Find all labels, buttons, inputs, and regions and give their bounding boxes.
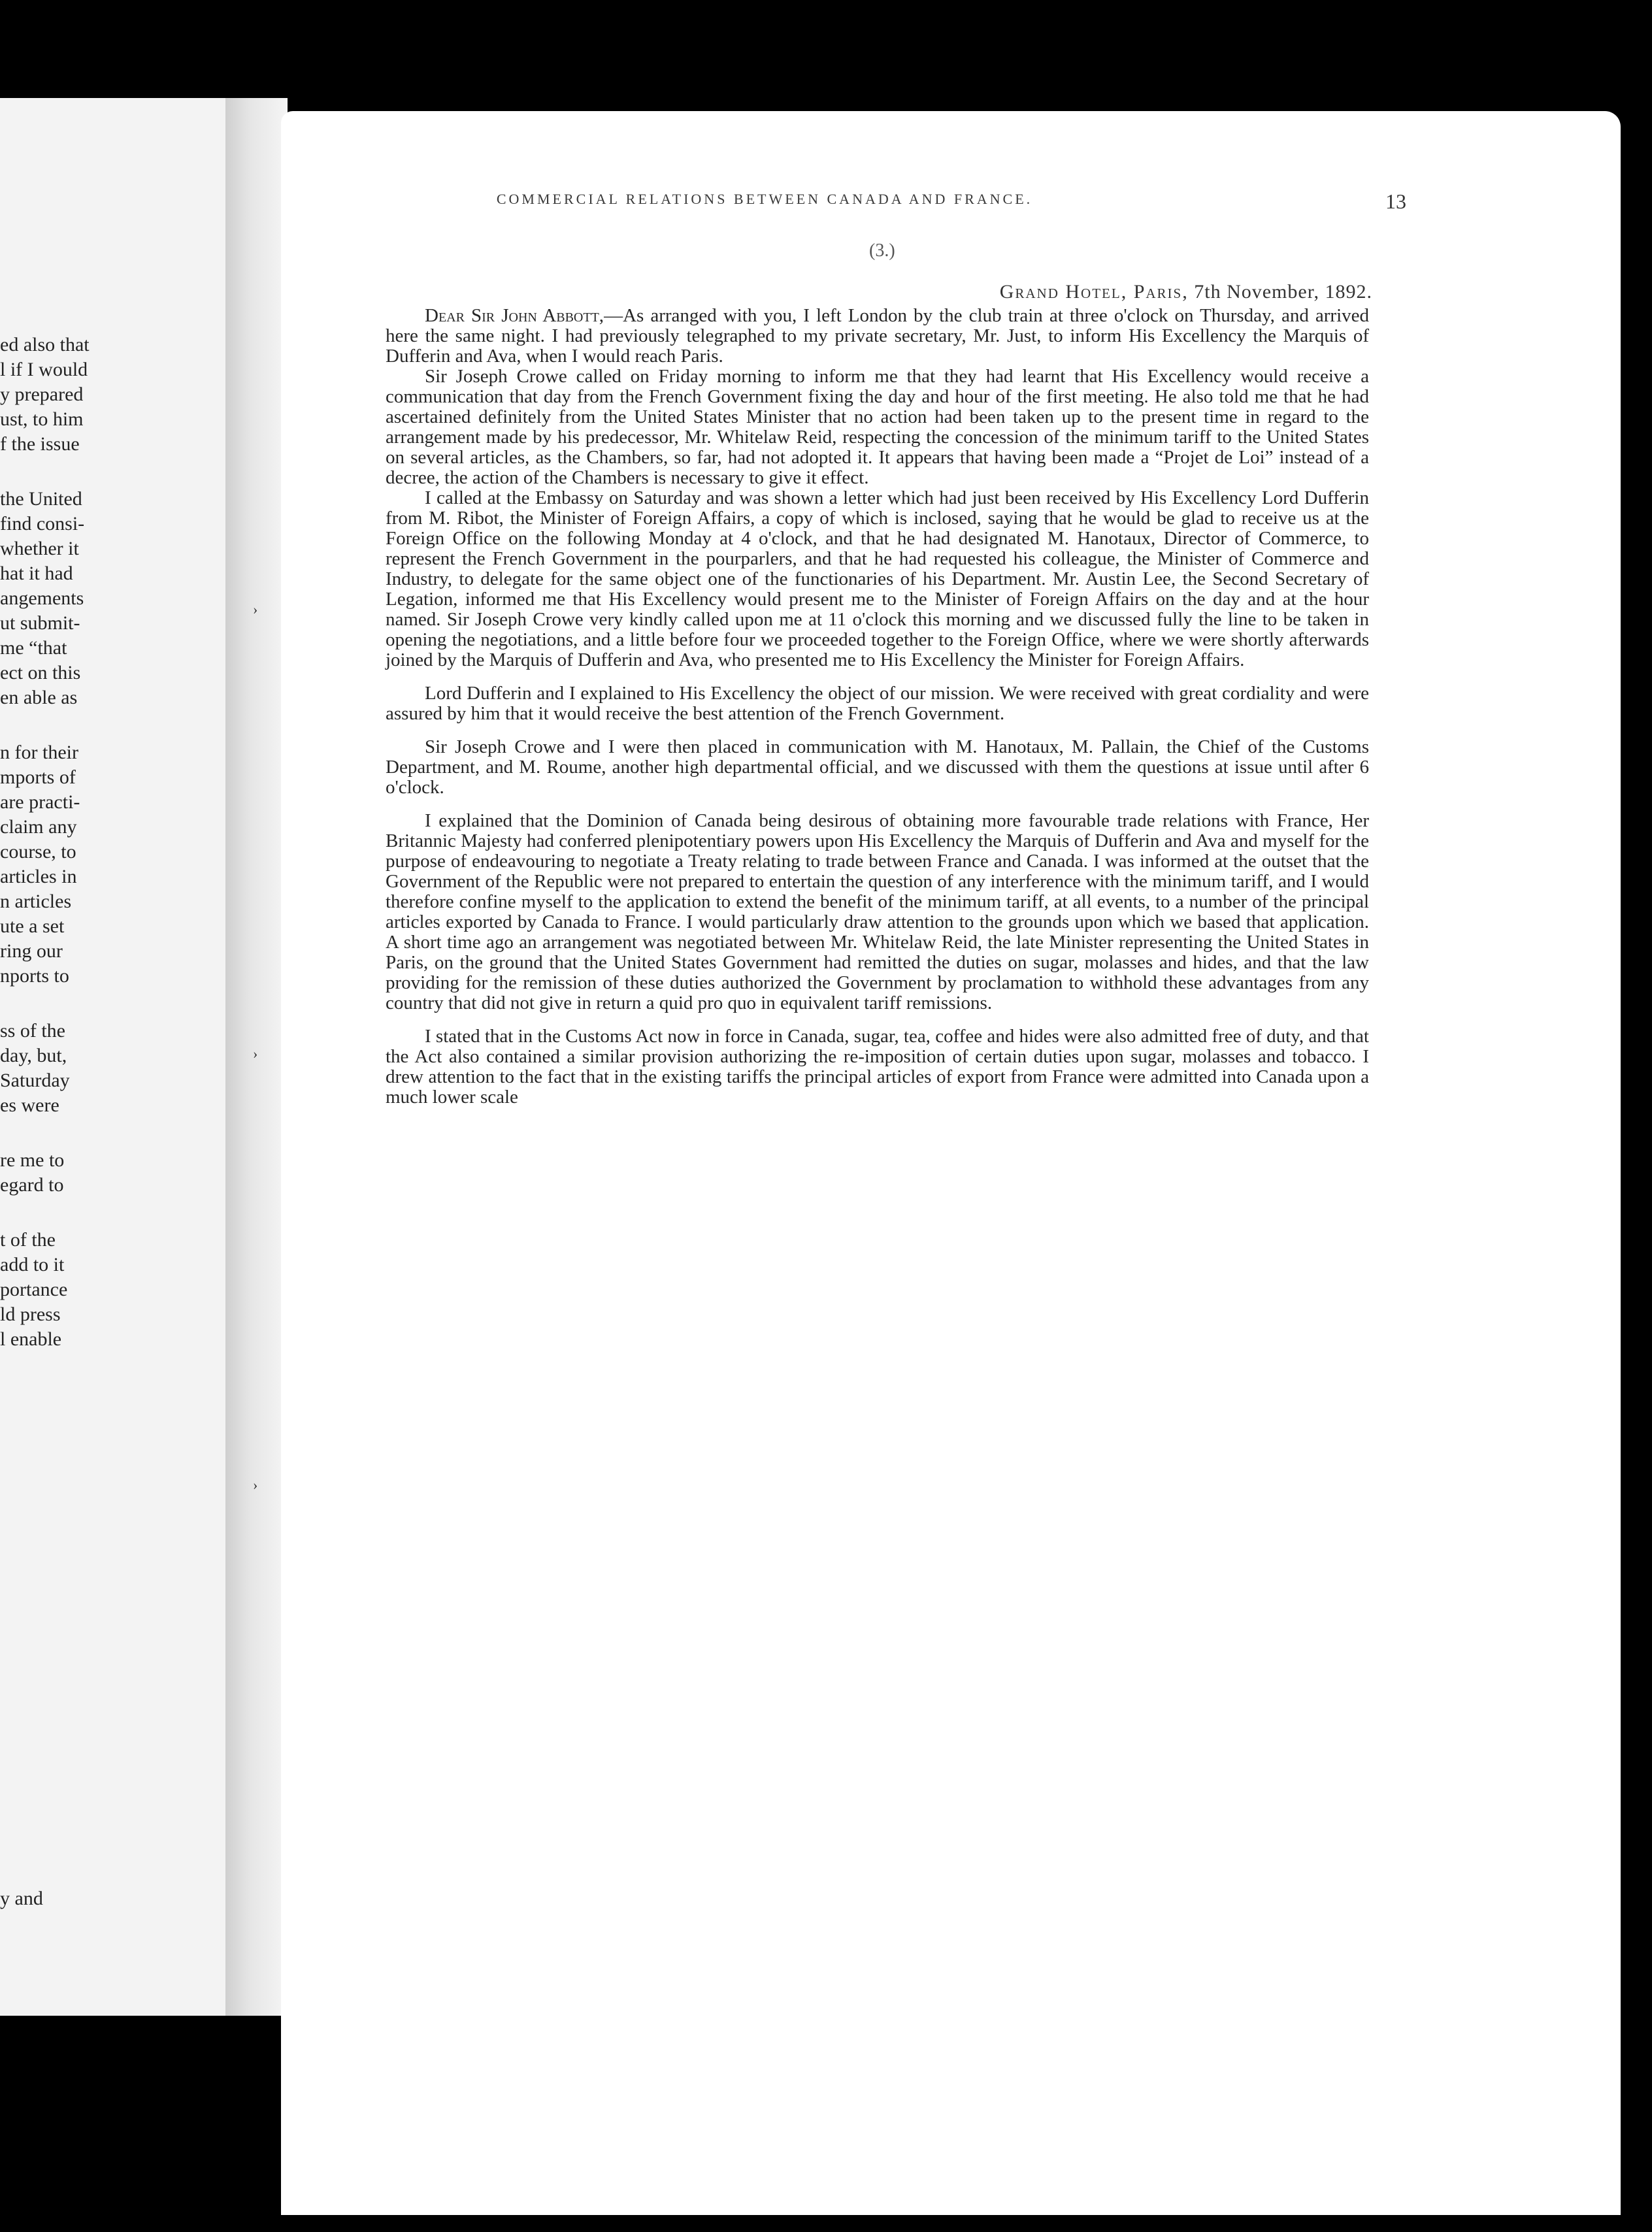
left-page-line: angements bbox=[0, 587, 84, 609]
dateline bbox=[836, 281, 1372, 303]
gutter-mark: › bbox=[253, 1477, 258, 1493]
paragraph-1-text: —As arranged with you, I left London by the club train at three o'clock on Thursday, and arrived here the same night. I had previously telegraphed to my private secretary, Mr. Just, to inform His Excellency the Marquis of Dufferin and Ava, when I would reach Paris. bbox=[386, 305, 1370, 367]
left-page-line: ut submit- bbox=[0, 612, 80, 634]
left-page-line: es were bbox=[0, 1094, 59, 1116]
left-page-line: ld press bbox=[0, 1304, 61, 1325]
left-page-line: f the issue bbox=[0, 433, 80, 455]
left-page-line: ust, to him bbox=[0, 408, 84, 430]
gutter-mark: › bbox=[253, 601, 258, 617]
left-page-line: course, to bbox=[0, 841, 76, 862]
left-page-line: l if I would bbox=[0, 359, 88, 380]
left-page-line: find consi- bbox=[0, 513, 85, 534]
salutation: Dear Sir John Abbott, bbox=[425, 305, 604, 326]
paragraph-1 bbox=[386, 306, 1369, 367]
left-page-line: egard to bbox=[0, 1174, 64, 1196]
left-page-line: ed also that bbox=[0, 334, 90, 355]
left-page-line: add to it bbox=[0, 1254, 65, 1275]
left-page-line: Saturday bbox=[0, 1070, 70, 1091]
left-page-line: n for their bbox=[0, 742, 78, 763]
left-page-line: the United bbox=[0, 488, 82, 510]
left-page-line: claim any bbox=[0, 816, 77, 838]
left-page-line: ute a set bbox=[0, 915, 65, 937]
left-page-line: l enable bbox=[0, 1328, 62, 1350]
left-page-line: ring our bbox=[0, 940, 63, 962]
paragraph-5: Sir Joseph Crowe and I were then placed in communication with M. Hanotaux, M. Pallain, the Chief of the Customs Department, and M. Roume, another high departmental official, and we discussed with them the questions at issue until after 6 o'clock. bbox=[386, 736, 1369, 798]
paragraph-6: I explained that the Dominion of Canada being desirous of obtaining more favourable trade relations with France, Her Britannic Majesty had conferred plenipotentiary powers upon His Excellency the Marquis of Dufferin and Ava and myself for the purpose of endeavouring to negotiate a Treaty relating to trade between France and Canada. I was informed at the outset that the Government of the Republic were not prepared to entertain the question of any interference with the minimum tariff, and I would therefore confine myself to the application to extend the benefit of the minimum tariff, at all events, to a number of the principal articles exported by Canada to France. I would particularly draw attention to the grounds upon which we based that application. A short time ago an arrangement was negotiated between Mr. Whitelaw Reid, the late Minister representing the United States in Paris, on the ground that the United States Government had remitted the duties on sugar, molasses and hides, and that the law providing for the remission of these duties authorized the Government by proclamation to withhold these advantages from any country that did not give in return a quid pro quo in equivalent tariff remissions. bbox=[386, 810, 1369, 1013]
left-page-line: me “that bbox=[0, 637, 67, 659]
dateline-place: Grand Hotel, Paris, bbox=[999, 281, 1189, 303]
left-page-line: articles in bbox=[0, 866, 77, 887]
left-page-line: re me to bbox=[0, 1149, 65, 1171]
paragraph-2: Sir Joseph Crowe called on Friday morning to inform me that they had learnt that His Excellency would receive a communication that day from the French Government fixing the day and hour of the first meeting. He also told me that he had ascertained definitely from the United States Minister that no action had been taken up to the present time in regard to the arrangement made by his predecessor, Mr. Whitelaw Reid, respecting the concession of the minimum tariff to the United States on several articles, as the Chambers, so far, had not adopted it. It appears that having been made a “Projet de Loi” instead of a decree, the action of the Chambers is necessary to give it effect. bbox=[386, 366, 1369, 488]
left-page-line: ect on this bbox=[0, 662, 81, 683]
left-page-line: y and bbox=[0, 1888, 43, 1909]
left-page-line: nports to bbox=[0, 965, 69, 987]
left-page-line: hat it had bbox=[0, 563, 73, 584]
dateline-date: 7th November, 1892. bbox=[1194, 281, 1372, 303]
page-number: 13 bbox=[1385, 189, 1406, 213]
left-page-line: portance bbox=[0, 1279, 68, 1300]
book-gutter bbox=[225, 98, 288, 2016]
left-page-line: y prepared bbox=[0, 384, 84, 405]
letter-body bbox=[386, 306, 1369, 1108]
letter-number: (3.) bbox=[869, 240, 895, 261]
left-page bbox=[0, 98, 225, 2016]
left-page-line: day, but, bbox=[0, 1045, 67, 1066]
left-page-line: t of the bbox=[0, 1229, 56, 1251]
paragraph-7: I stated that in the Customs Act now in force in Canada, sugar, tea, coffee and hides were also admitted free of duty, and that the Act also contained a similar provision authorizing the re-imposition of certain duties upon sugar, molasses and tobacco. I drew attention to the fact that in the existing tariffs the principal articles of export from France were admitted into Canada upon a much lower scale bbox=[386, 1026, 1369, 1108]
left-page-line: mports of bbox=[0, 766, 76, 788]
running-head: COMMERCIAL RELATIONS BETWEEN CANADA AND FRANCE. bbox=[496, 191, 1033, 207]
left-page-line: are practi- bbox=[0, 791, 80, 813]
paragraph-4: Lord Dufferin and I explained to His Excellency the object of our mission. We were received with great cordiality and were assured by him that it would receive the best attention of the French Government. bbox=[386, 683, 1369, 724]
left-page-line: whether it bbox=[0, 538, 79, 559]
gutter-mark: › bbox=[253, 1045, 258, 1062]
left-page-line: en able as bbox=[0, 687, 78, 708]
left-page-line: ss of the bbox=[0, 1020, 65, 1042]
left-page-line: n articles bbox=[0, 891, 72, 912]
paragraph-3: I called at the Embassy on Saturday and was shown a letter which had just been received by His Excellency Lord Dufferin from M. Ribot, the Minister of Foreign Affairs, a copy of which is inclosed, saying that he would be glad to receive us at the Foreign Office on the following Monday at 4 o'clock, and that he had designated M. Hanotaux, Director of Commerce, to represent the French Government in the pourparlers, and that he had requested his colleague, the Minister of Commerce and Industry, to delegate for the same object one of the functionaries of his Department. Mr. Austin Lee, the Second Secretary of Legation, informed me that His Excellency would present me to the Minister of Foreign Affairs on the day and at the hour named. Sir Joseph Crowe very kindly called upon me at 11 o'clock this morning and we discussed fully the line to be taken in opening the negotiations, and a little before four we proceeded together to the Foreign Office, where we were shortly afterwards joined by the Marquis of Dufferin and Ava, who presented me to His Excellency the Minister for Foreign Affairs. bbox=[386, 487, 1369, 670]
